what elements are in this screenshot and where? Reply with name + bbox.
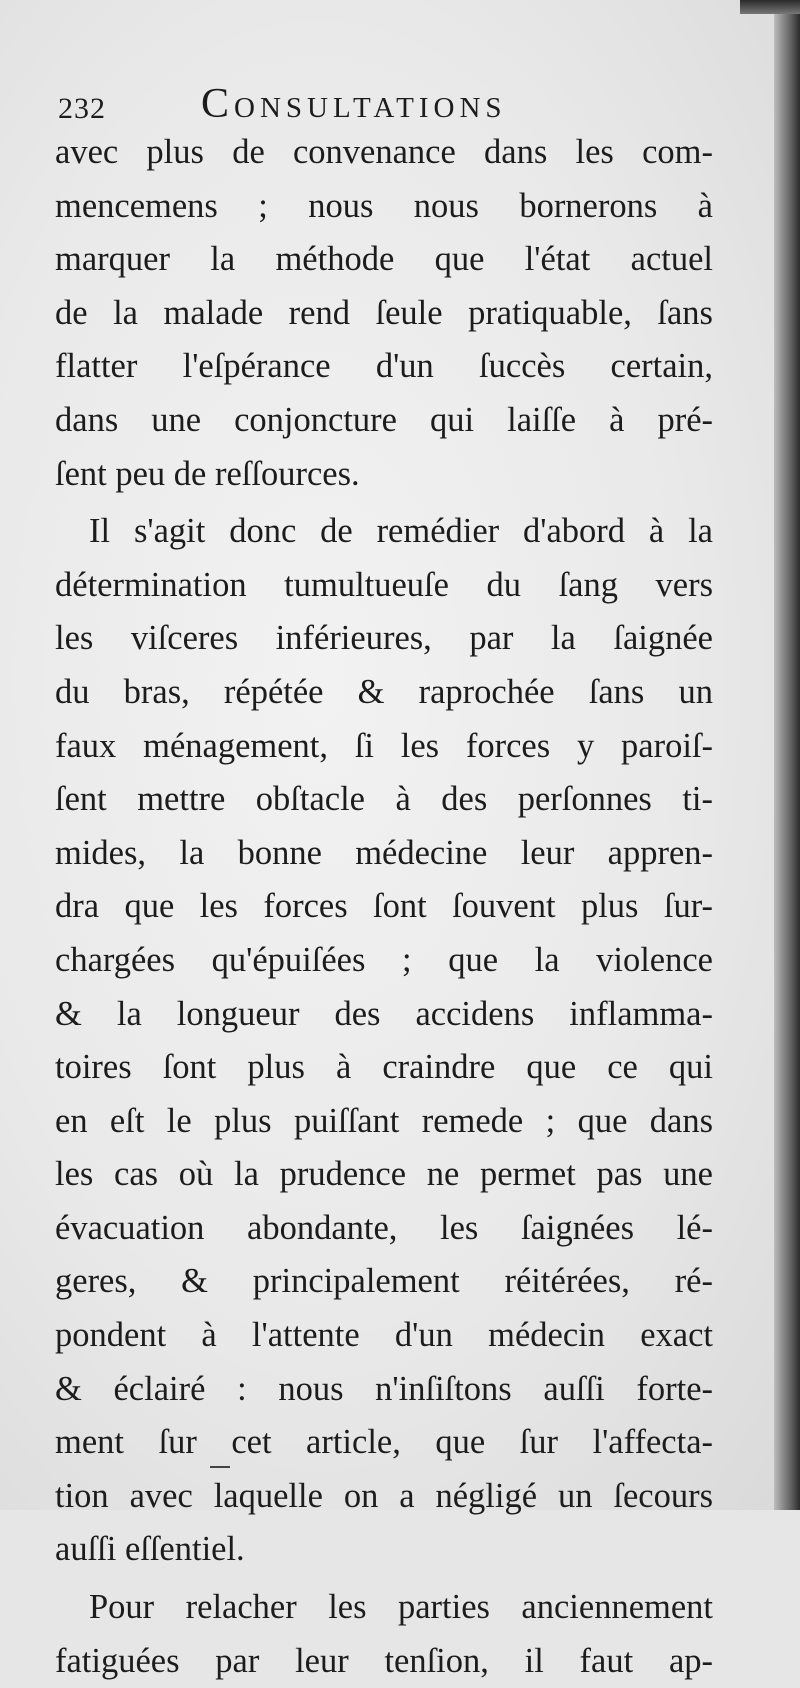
text-line: & éclairé : nous n'inſiſtons auſſi forte- — [55, 1369, 713, 1408]
running-title: Consultations — [201, 81, 507, 127]
text-line: Il s'agit donc de remédier d'abord à la — [89, 512, 713, 551]
text-line: les viſceres inférieures, par la ſaignée — [55, 619, 713, 658]
text-line: chargées qu'épuiſées ; que la violence — [55, 940, 713, 979]
text-line: en eſt le plus puiſſant remede ; que dans — [55, 1101, 713, 1140]
text-line: flatter l'eſpérance d'un ſuccès certain, — [55, 347, 713, 386]
text-line: & la longueur des accidens inflamma- — [55, 994, 713, 1033]
printer-mark — [210, 1466, 230, 1468]
text-line: geres, & principalement réitérées, ré- — [55, 1262, 713, 1301]
text-line: évacuation abondante, les ſaignées lé- — [55, 1208, 713, 1247]
text-line: pondent à l'attente d'un médecin exact — [55, 1316, 713, 1355]
text-line: toires ſont plus à craindre que ce qui — [55, 1048, 713, 1087]
text-line: Pour relacher les parties anciennement — [89, 1588, 713, 1627]
body-text — [55, 126, 713, 1688]
text-line: de la malade rend ſeule pratiquable, ſans — [55, 293, 713, 332]
text-line: avec plus de convenance dans les com- — [55, 133, 713, 171]
text-line: marquer la méthode que l'état actuel — [55, 240, 713, 279]
page-header — [58, 76, 618, 132]
text-line: ſent peu de reſſources. — [55, 454, 360, 493]
text-line: du bras, répétée & raprochée ſans un — [55, 672, 713, 711]
text-line: ment ſur cet article, que ſur l'affecta- — [55, 1423, 713, 1462]
book-spine-shadow — [774, 0, 800, 1510]
text-line: dra que les forces ſont ſouvent plus ſur- — [55, 887, 713, 926]
text-line: mencemens ; nous nous bornerons à — [55, 186, 713, 225]
book-edge — [740, 0, 800, 14]
text-line: les cas où la prudence ne permet pas une — [55, 1155, 713, 1194]
text-line: faux ménagement, ſi les forces y paroiſ- — [55, 726, 713, 765]
text-line: détermination tumultueuſe du ſang vers — [55, 565, 713, 604]
text-line: fatiguées par leur tenſion, il faut ap- — [55, 1641, 713, 1680]
text-line: tion avec laquelle on a négligé un ſecours — [55, 1476, 713, 1515]
page-number: 232 — [58, 92, 106, 125]
text-line: mides, la bonne médecine leur appren- — [55, 833, 713, 872]
text-line: dans une conjoncture qui laiſſe à pré- — [55, 400, 713, 439]
paragraph — [55, 505, 713, 1577]
paragraph — [55, 126, 713, 501]
paragraph — [55, 1581, 713, 1688]
text-line: ſent mettre obſtacle à des perſonnes ti- — [55, 780, 713, 819]
text-line: auſſi eſſentiel. — [55, 1530, 245, 1569]
